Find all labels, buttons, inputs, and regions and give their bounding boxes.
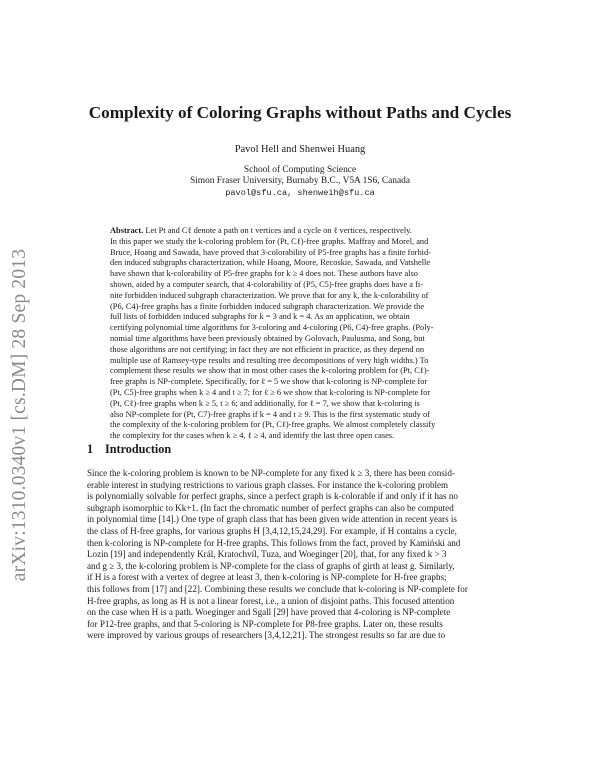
abstract-line: nomial time algorithms have been previously obtained by Golovach, Paulusma, and Song, but bbox=[110, 333, 425, 343]
abstract-line: also NP-complete for (Pt, C7)-free graphs if k = 4 and t ≥ 9. This is the first systematic study of bbox=[110, 409, 430, 419]
section-heading bbox=[87, 442, 171, 457]
section-number: 1 bbox=[87, 442, 94, 456]
body-line: the class of H-free graphs, for various graphs H [3,4,12,15,24,29]. For example, if H contains a cycle, bbox=[87, 525, 457, 536]
body-line: if H is a forest with a vertex of degree at least 3, then k-coloring is NP-complete for H-free graphs; bbox=[87, 572, 447, 583]
abstract-line: (Pt, C5)-free graphs when k ≥ 4 and t ≥ 7; for ℓ ≥ 6 we show that k-coloring is NP-complete for bbox=[110, 387, 431, 397]
abstract-line: Bruce, Hoang and Sawada, have proved that 3-colorability of P5-free graphs has a finite forbid- bbox=[110, 247, 431, 257]
affiliation-block bbox=[0, 165, 600, 199]
body-line: in polynomial time [14].) One type of graph class that has been given wide attention in recent years is bbox=[87, 514, 457, 525]
abstract-line: shown, aided by a computer search, that 4-colorability of (P5, C5)-free graphs does have a fi- bbox=[110, 279, 424, 289]
affiliation-emails: pavol@sfu.ca, shenweih@sfu.ca bbox=[225, 187, 375, 198]
abstract-line: den induced subgraphs characterization, while Hoang, Moore, Recoskie, Sawada, and Vatshelle bbox=[110, 258, 431, 268]
abstract-line bbox=[110, 226, 491, 237]
body-line: subgraph isomorphic to Kk+1. (In fact the chromatic number of perfect graphs can also be computed bbox=[87, 502, 454, 513]
abstract-line: free graphs is NP-complete. Specifically, for ℓ = 5 we show that k-coloring is NP-complete for bbox=[110, 377, 428, 387]
section-title: Introduction bbox=[105, 442, 172, 456]
body-line: Since the k-coloring problem is known to be NP-complete for any fixed k ≥ 3, there has been consid- bbox=[87, 468, 455, 478]
abstract-line: certifying polynomial time algorithms for 3-coloring and 4-coloring (P6, C4)-free graphs. (Poly- bbox=[110, 323, 434, 333]
affiliation-dept: School of Computing Science bbox=[243, 165, 357, 175]
body-line: for P12-free graphs, and that 5-coloring is NP-complete for P8-free graphs. Later on, these results bbox=[87, 618, 443, 629]
abstract-line: (P6, C4)-free graphs has a finite forbidden induced subgraph characterization. We provide the bbox=[110, 301, 425, 311]
paper-authors: Pavol Hell and Shenwei Huang bbox=[234, 144, 366, 155]
paper-title: Complexity of Coloring Graphs without Paths and Cycles bbox=[88, 103, 512, 122]
body-line: and g ≥ 3, the k-coloring problem is NP-complete for the class of graphs of girth at least g. Similarly, bbox=[87, 560, 455, 571]
body-line: on the case when H is a path. Woeginger and Sgall [29] have proved that 4-coloring is NP-complete bbox=[87, 607, 451, 618]
body-line: then k-coloring is NP-complete for H-free graphs. This follows from the fact, proved by Kamiński and bbox=[87, 537, 461, 548]
body-line: H-free graphs, as long as H is not a linear forest, i.e., a union of disjoint paths. This focused attention bbox=[87, 595, 455, 606]
abstract-line: full lists of forbidden induced subgraphs for k = 3 and k = 4. As an application, we obtain bbox=[110, 312, 410, 322]
introduction-body bbox=[87, 468, 512, 642]
abstract-line: the complexity of the k-coloring problem for (Pt, Cℓ)-free graphs. We almost completely classify bbox=[110, 420, 436, 430]
abstract-line-text: Let Pt and Cℓ denote a path on t vertices and a cycle on ℓ vertices, respectively. bbox=[145, 226, 412, 235]
abstract-line: have shown that k-colorability of P5-free graphs for k ≥ 4 does not. These authors have also bbox=[110, 269, 418, 279]
body-line: Lozin [19] and independently Král, Kratochvíl, Tuza, and Woeginger [20], that, for any fixed k > 3 bbox=[87, 549, 447, 560]
abstract-line: In this paper we study the k-coloring problem for (Pt, Cℓ)-free graphs. Maffray and Morel, and bbox=[110, 236, 429, 246]
abstract-line: the complexity for the cases when k ≥ 4, ℓ ≥ 4, and identify the last three open cases. bbox=[110, 431, 395, 441]
abstract-line: those algorithms are not certifying; in fact they are not efficient in practice, as they depend on bbox=[110, 344, 425, 354]
body-line: is polynomially solvable for perfect graphs, since a perfect graph is k-colorable if and only if it has no bbox=[87, 491, 458, 502]
abstract-line: nite forbidden induced subgraph characterization. We prove that for any k, the k-colorability of bbox=[110, 290, 429, 300]
abstract bbox=[110, 226, 491, 442]
abstract-label: Abstract. bbox=[110, 226, 144, 235]
body-line: this follows from [17] and [22]. Combining these results we conclude that k-coloring is NP-complete for bbox=[87, 583, 468, 594]
abstract-line: complement these results we show that in most other cases the k-coloring problem for (Pt, Cℓ)- bbox=[110, 366, 430, 376]
arxiv-stamp bbox=[2, 165, 38, 665]
abstract-line: (Pt, Cℓ)-free graphs when k ≥ 5, t ≥ 6; and additionally, for ℓ = 7, we show that k-coloring is bbox=[110, 398, 420, 408]
affiliation-university: Simon Fraser University, Burnaby B.C., V5A 1S6, Canada bbox=[189, 176, 411, 187]
body-line: were improved by various groups of researchers [3,4,12,21]. The strongest results so far are due to bbox=[87, 630, 446, 641]
arxiv-stamp-text: arXiv:1310.0340v1 [cs.DM] 28 Sep 2013 bbox=[9, 248, 30, 582]
abstract-line: multiple use of Ramsey-type results and resulting tree decompositions of very high widths.) To bbox=[110, 355, 429, 365]
body-line: erable interest in studying restrictions to various graph classes. For instance the k-coloring problem bbox=[87, 479, 449, 490]
